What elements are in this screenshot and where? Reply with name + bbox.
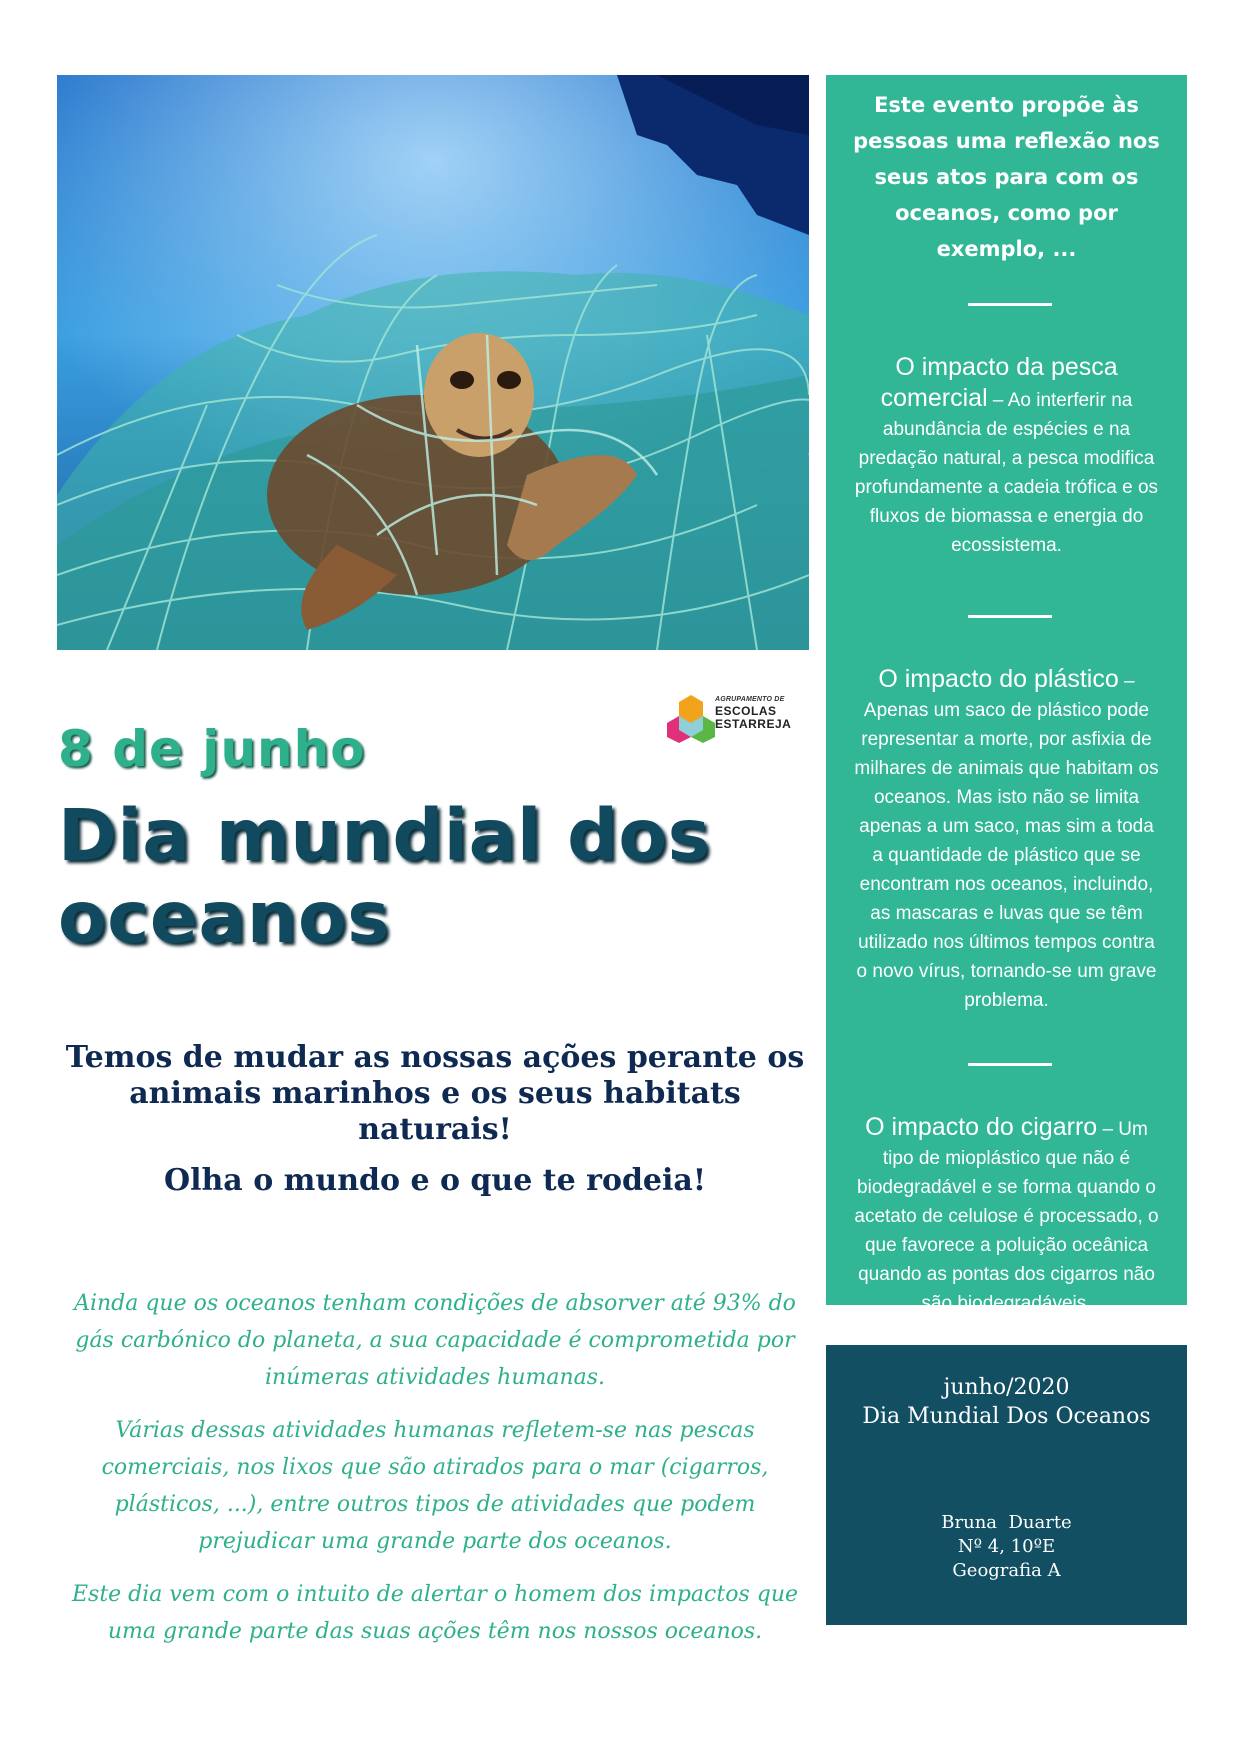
footer-date: junho/2020	[943, 1375, 1070, 1400]
sidebar-divider	[968, 615, 1052, 618]
cigarro-text: – Um tipo de mioplástico que não é biodegradável e se forma quando o acetato de celulose é processado, o que favorece a poluição oceânica quando as pontas dos cigarros não são biodegradáveis.	[854, 1119, 1159, 1314]
sidebar-divider	[968, 1063, 1052, 1066]
footer-author: Bruna Duarte	[941, 1512, 1072, 1533]
turtle-illustration	[57, 75, 809, 650]
logo-text-estarreja: ESTARREJA	[715, 717, 792, 731]
footer-number: Nº 4, 10ºE	[957, 1536, 1056, 1557]
footer-event: Dia Mundial Dos Oceanos	[862, 1404, 1151, 1429]
pesca-text: – Ao interferir na abundância de espécies e na predação natural, a pesca modifica profundamente a cadeia trófica e os fluxos de biomassa e energia do ecossistema.	[854, 390, 1159, 556]
block-pesca	[854, 353, 1159, 560]
logo-hexagon-icon	[667, 693, 715, 743]
footer-author-info	[826, 1511, 1187, 1583]
school-logo	[667, 693, 797, 745]
sidebar-intro: Este evento propõe às pessoas uma reflexão nos seus atos para com os oceanos, como por exemplo, ...	[853, 93, 1160, 261]
footer-subject: Geografia A	[952, 1560, 1061, 1581]
footer-date-event	[826, 1373, 1187, 1431]
body-paragraph-3: Este dia vem com o intuito de alertar o homem dos impactos que uma grande parte das suas ações têm nos nossos oceanos.	[71, 1582, 799, 1644]
date-heading: 8 de junho	[58, 720, 366, 778]
title-line-2: oceanos	[58, 876, 391, 959]
body-text	[60, 1285, 810, 1666]
body-paragraph-1: Ainda que os oceanos tenham condições de absorver até 93% do gás carbónico do planeta, a sua capacidade é comprometida por inúmeras atividades humanas.	[74, 1291, 796, 1390]
sidebar-divider	[968, 303, 1052, 306]
footer-box	[826, 1345, 1187, 1625]
sidebar	[826, 75, 1187, 1314]
body-paragraph-2: Várias dessas atividades humanas refletem-se nas pescas comerciais, nos lixos que são atirados para o mar (cigarros, plásticos, ...), entre outros tipos de atividades que podem prejudicar uma grande parte dos oceanos.	[101, 1418, 769, 1554]
logo-text-escolas: ESCOLAS	[715, 704, 777, 718]
page-title	[58, 795, 818, 959]
plastico-text: – Apenas um saco de plástico pode representar a morte, por asfixia de milhares de animais que habitam os oceanos. Mas isto não se limita apenas a um saco, mas sim a toda a quantidade de plástico que se encontram nos oceanos, incluindo, as mascaras e luvas que se têm utilizado nos últimos tempos contra o novo vírus, tornando-se um grave problema.	[854, 671, 1159, 1011]
slogan: Temos de mudar as nossas ações perante os animais marinhos e os seus habitats naturais!	[65, 1040, 805, 1147]
slogan-secondary: Olha o mundo e o que te rodeia!	[163, 1163, 707, 1198]
block-cigarro	[854, 1113, 1159, 1318]
turtle-net-photo	[57, 75, 809, 650]
pesca-heading: O impacto da pesca comercial	[880, 353, 1118, 412]
block-plastico	[854, 665, 1159, 1015]
logo-small-text: AGRUPAMENTO DE	[715, 696, 785, 703]
cigarro-heading: O impacto do cigarro	[865, 1113, 1098, 1141]
plastico-heading: O impacto do plástico	[878, 665, 1119, 693]
title-line-1: Dia mundial dos	[58, 794, 711, 877]
